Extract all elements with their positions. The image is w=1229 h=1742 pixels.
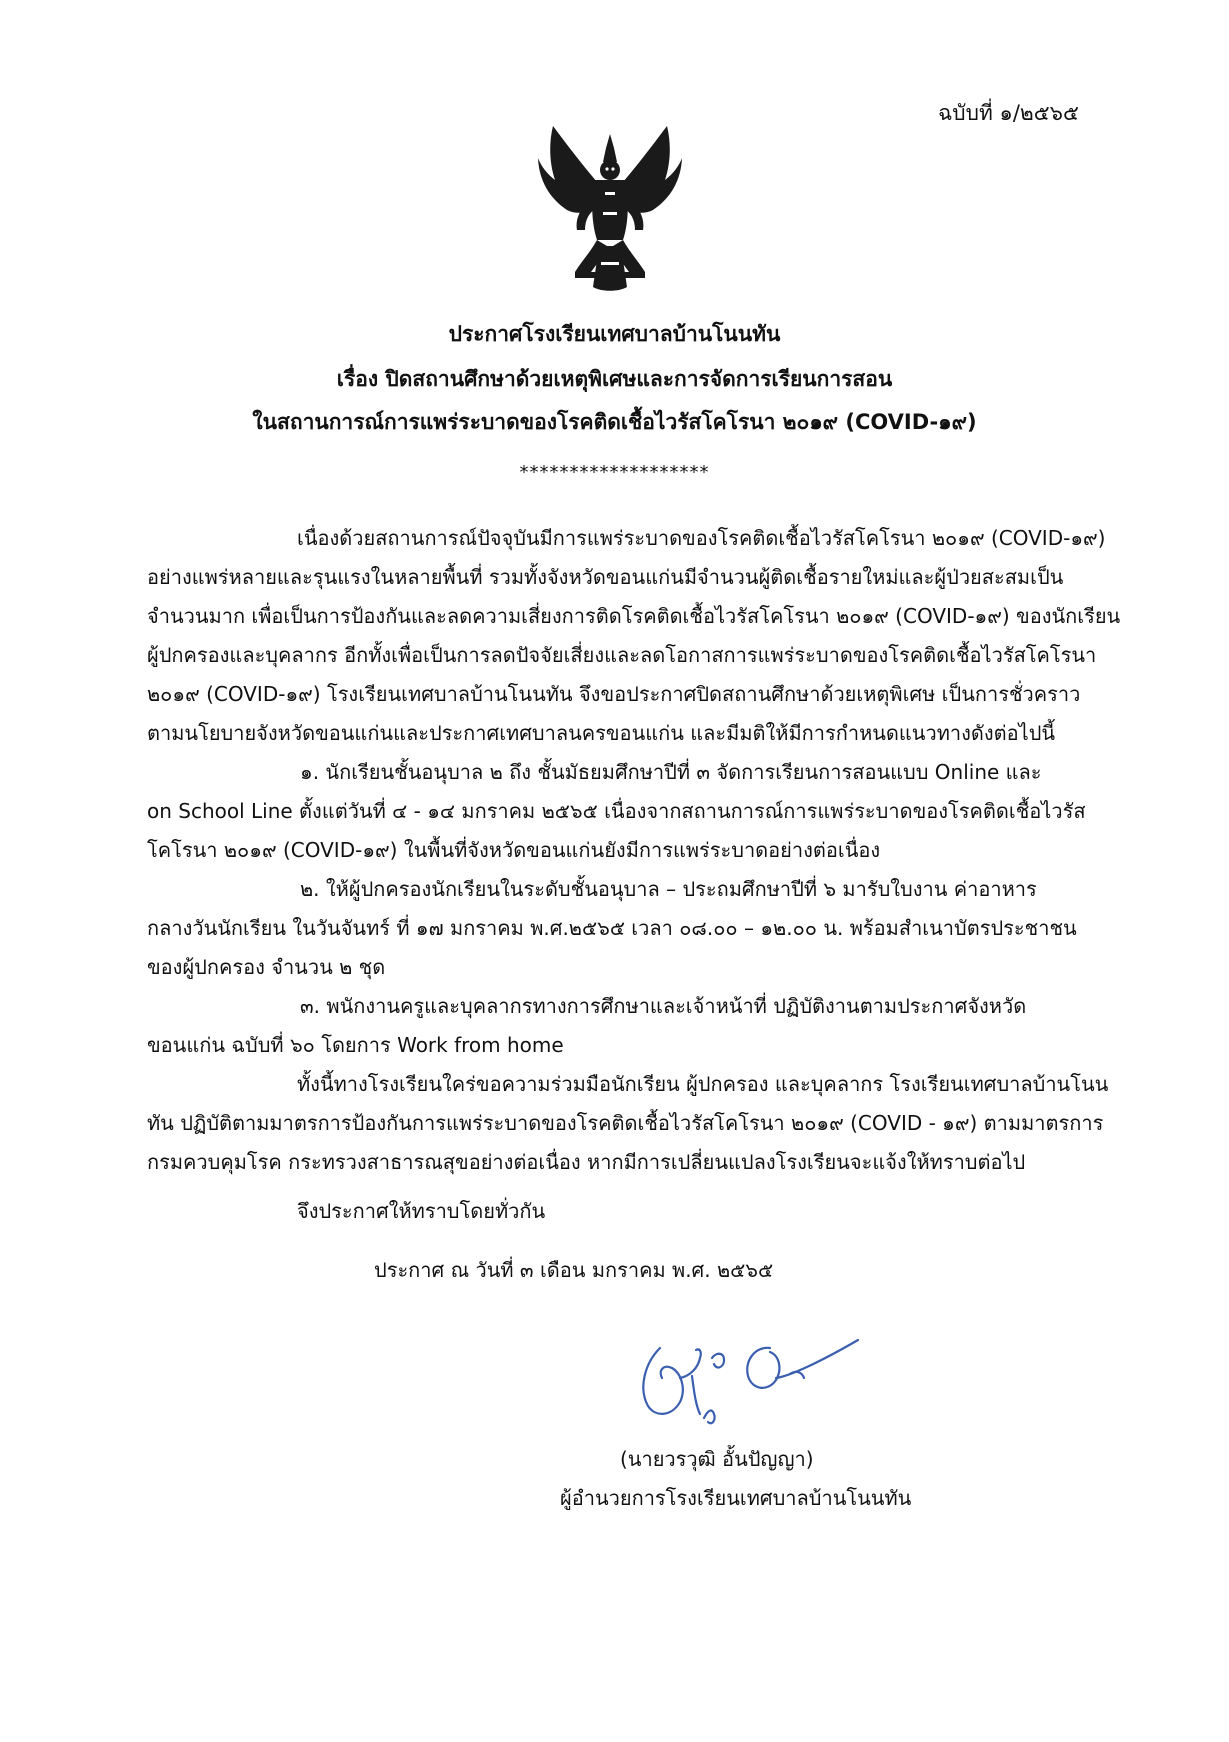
body-line: กรมควบคุมโรค กระทรวงสาธารณสุขอย่างต่อเนื่อง หากมีการเปลี่ยนแปลงโรงเรียนจะแจ้งให้ทราบต่อไป [147,1150,1026,1174]
announcement-date: ประกาศ ณ วันที่ ๓ เดือน มกราคม พ.ศ. ๒๕๖๕ [374,1258,774,1282]
signatory-name: (นายวรวุฒิ อั้นปัญญา) [620,1447,814,1471]
body-line: ๒๐๑๙ (COVID-๑๙) โรงเรียนเทศบาลบ้านโนนทัน จึงขอประกาศปิดสถานศึกษาด้วยเหตุพิเศษ เป็นการชั่วคราว [147,682,1081,706]
body-line: จำนวนมาก เพื่อเป็นการป้องกันและลดความเสี่ยงการติดโรคติดเชื้อไวรัสโคโรนา ๒๐๑๙ (COVID-๑๙) ของนักเรียน [147,604,1121,628]
body-line: ขอนแก่น ฉบับที่ ๖๐ โดยการ Work from home [147,1033,564,1057]
list-item-2: ๒. ให้ผู้ปกครองนักเรียนในระดับชั้นอนุบาล – ประถมศึกษาปีที่ ๖ มารับใบงาน ค่าอาหาร [300,877,1037,901]
list-item-1: ๑. นักเรียนชั้นอนุบาล ๒ ถึง ชั้นมัธยมศึกษาปีที่ ๓ จัดการเรียนการสอนแบบ Online และ [300,760,1042,784]
list-item-3: ๓. พนักงานครูและบุคลากรทางการศึกษาและเจ้าหน้าที่ ปฏิบัติงานตามประกาศจังหวัด [300,994,1027,1018]
body-line: อย่างแพร่หลายและรุนแรงในหลายพื้นที่ รวมทั้งจังหวัดขอนแก่นมีจำนวนผู้ติดเชื้อรายใหม่และผู้ป่วยสะสมเป็น [147,565,1064,589]
body-line: ทัน ปฏิบัติตามมาตรการป้องกันการแพร่ระบาดของโรคติดเชื้อไวรัสโคโรนา ๒๐๑๙ (COVID - ๑๙) ตามมาตรการ [147,1111,1104,1135]
signatory-position: ผู้อำนวยการโรงเรียนเทศบาลบ้านโนนทัน [560,1486,912,1510]
garuda-emblem-icon [535,122,685,297]
handwritten-signature [620,1318,940,1438]
body-line: ตามนโยบายจังหวัดขอนแก่นและประกาศเทศบาลนครขอนแก่น และมีมติให้มีการกำหนดแนวทางดังต่อไปนี้ [147,721,1056,745]
announcement-subject-continued: ในสถานการณ์การแพร่ระบาดของโรคติดเชื้อไวรัสโคโรนา ๒๐๑๙ (COVID-๑๙) [252,410,977,434]
announcement-title: ประกาศโรงเรียนเทศบาลบ้านโนนทัน [448,322,781,346]
body-line: กลางวันนักเรียน ในวันจันทร์ ที่ ๑๗ มกราคม พ.ศ.๒๕๖๕ เวลา ๐๘.๐๐ – ๑๒.๐๐ น. พร้อมสำเนาบัตรประชาชน [147,916,1077,940]
body-line: ผู้ปกครองและบุคลากร อีกทั้งเพื่อเป็นการลดปัจจัยเสี่ยงและลดโอกาสการแพร่ระบาดของโรคติดเชื้อไวรัสโคโรนา [147,643,1097,667]
body-line: ทั้งนี้ทางโรงเรียนใคร่ขอความร่วมมือนักเรียน ผู้ปกครอง และบุคลากร โรงเรียนเทศบาลบ้านโนน [297,1072,1109,1096]
issue-number: ฉบับที่ ๑/๒๕๖๕ [938,101,1079,125]
title-divider: ******************* [519,462,710,483]
body-line: ของผู้ปกครอง จำนวน ๒ ชุด [147,955,386,979]
body-line: on School Line ตั้งแต่วันที่ ๔ - ๑๔ มกราคม ๒๕๖๕ เนื่องจากสถานการณ์การแพร่ระบาดของโรคติดเชื้อไวรัส [147,799,1086,823]
closing-statement: จึงประกาศให้ทราบโดยทั่วกัน [297,1199,546,1223]
announcement-subject: เรื่อง ปิดสถานศึกษาด้วยเหตุพิเศษและการจัดการเรียนการสอน [336,367,893,391]
body-line: โคโรนา ๒๐๑๙ (COVID-๑๙) ในพื้นที่จังหวัดขอนแก่นยังมีการแพร่ระบาดอย่างต่อเนื่อง [147,838,881,862]
body-line: เนื่องด้วยสถานการณ์ปัจจุบันมีการแพร่ระบาดของโรคติดเชื้อไวรัสโคโรนา ๒๐๑๙ (COVID-๑๙) [297,526,1106,550]
